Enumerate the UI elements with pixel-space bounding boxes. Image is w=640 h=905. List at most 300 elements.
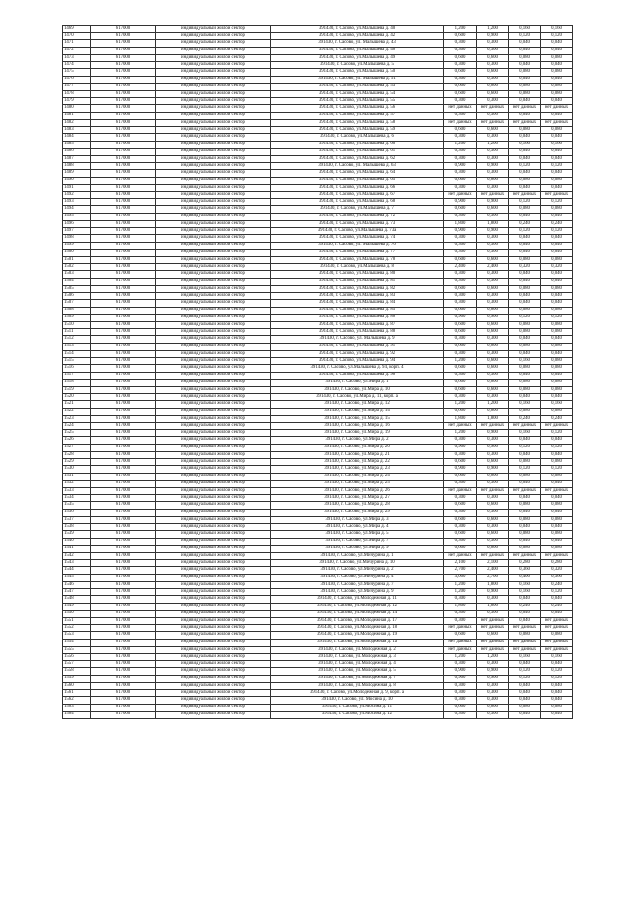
value-cell: 0,600 [444, 127, 477, 134]
address-cell: 391430, г. Сасово, ул.Малышева д. 61 [271, 148, 444, 155]
value-cell: нет данных [541, 617, 573, 624]
code-cell: 617000 [91, 516, 156, 523]
address-cell: 391430, г. Сасово, ул.Молодежная д. 12 [271, 603, 444, 610]
code-cell: 617000 [91, 661, 156, 668]
code-cell: 617000 [91, 257, 156, 264]
address-cell: 391430, г. Сасово, ул.Малышева д. 94, корп. 4 [271, 365, 444, 372]
value-cell: 1,800 [477, 581, 509, 588]
table-row [63, 538, 573, 545]
row-number-cell: 1534 [63, 495, 91, 502]
value-cell: 0,600 [477, 459, 509, 466]
code-cell: 617000 [91, 365, 156, 372]
address-cell: 391430, г. Сасово, ул.Мичурина д. 1 [271, 552, 444, 559]
value-cell: 0,080 [541, 54, 573, 61]
sector-cell: индивидуальный жилой сектор [156, 394, 271, 401]
sector-cell: индивидуальный жилой сектор [156, 444, 271, 451]
code-cell: 617000 [91, 473, 156, 480]
value-cell: 0,040 [541, 451, 573, 458]
value-cell: 0,040 [509, 451, 541, 458]
sector-cell: индивидуальный жилой сектор [156, 141, 271, 148]
address-cell: 391430, г. Сасово, ул. Мосина д. 10 [271, 697, 444, 704]
table-row [63, 625, 573, 632]
sector-cell: индивидуальный жилой сектор [156, 459, 271, 466]
value-cell: нет данных [477, 119, 509, 126]
table-row [63, 76, 573, 83]
value-cell: 0,040 [541, 184, 573, 191]
value-cell: 0,300 [477, 98, 509, 105]
address-cell: 391430, г. Сасово, ул.Малышева д. 50 [271, 69, 444, 76]
value-cell: 0,300 [444, 278, 477, 285]
row-number-cell: 1491 [63, 184, 91, 191]
code-cell: 617000 [91, 336, 156, 343]
row-number-cell: 1532 [63, 480, 91, 487]
value-cell: 0,080 [509, 285, 541, 292]
value-cell: 0,300 [444, 271, 477, 278]
value-cell: 0,040 [541, 98, 573, 105]
value-cell: 0,080 [541, 177, 573, 184]
value-cell: 0,040 [541, 610, 573, 617]
table-row [63, 386, 573, 393]
table-row [63, 199, 573, 206]
value-cell: 0,240 [509, 220, 541, 227]
value-cell: 1,800 [444, 220, 477, 227]
value-cell: 0,120 [541, 163, 573, 170]
sector-cell: индивидуальный жилой сектор [156, 697, 271, 704]
row-number-cell: 1476 [63, 76, 91, 83]
value-cell: 0,600 [444, 473, 477, 480]
table-row [63, 675, 573, 682]
value-cell: 0,080 [541, 343, 573, 350]
address-cell: 391430, г. Сасово, ул.Малышева д. 83 [271, 293, 444, 300]
value-cell: 0,900 [477, 466, 509, 473]
code-cell: 617000 [91, 76, 156, 83]
table-row [63, 26, 573, 33]
table-row [63, 155, 573, 162]
table-row [63, 444, 573, 451]
value-cell: 0,900 [444, 675, 477, 682]
value-cell: 0,600 [477, 408, 509, 415]
sector-cell: индивидуальный жилой сектор [156, 163, 271, 170]
address-cell: 391430, г. Сасово, ул.Малышева д. 94 [271, 358, 444, 365]
value-cell: 0,040 [509, 148, 541, 155]
value-cell: 0,300 [444, 134, 477, 141]
row-number-cell: 1535 [63, 502, 91, 509]
value-cell: 0,600 [477, 177, 509, 184]
address-cell: 391430, г. Сасово, ул.Мира д. 2 [271, 437, 444, 444]
value-cell: 0,080 [509, 516, 541, 523]
row-number-cell: 1563 [63, 704, 91, 711]
row-number-cell: 1489 [63, 170, 91, 177]
table-row [63, 581, 573, 588]
row-number-cell: 1525 [63, 430, 91, 437]
value-cell: 0,080 [509, 632, 541, 639]
value-cell: 0,040 [509, 690, 541, 697]
row-number-cell: 1509 [63, 314, 91, 321]
sector-cell: индивидуальный жилой сектор [156, 336, 271, 343]
value-cell: 0,300 [444, 336, 477, 343]
value-cell: 0,040 [509, 170, 541, 177]
value-cell: 0,600 [477, 90, 509, 97]
sector-cell: индивидуальный жилой сектор [156, 199, 271, 206]
value-cell: 0,040 [541, 437, 573, 444]
table-row [63, 473, 573, 480]
value-cell: 0,120 [541, 199, 573, 206]
address-cell: 391430, г. Сасово, ул.Малышева д. 72 [271, 213, 444, 220]
row-number-cell: 1507 [63, 300, 91, 307]
address-cell: 391430, г. Сасово, ул.Малышева д. 46 [271, 47, 444, 54]
value-cell: 0,280 [541, 560, 573, 567]
value-cell: 0,600 [477, 206, 509, 213]
value-cell: нет данных [541, 119, 573, 126]
code-cell: 617000 [91, 314, 156, 321]
address-cell: 391430, г. Сасово, ул.Малышева д. 68 [271, 199, 444, 206]
sector-cell: индивидуальный жилой сектор [156, 105, 271, 112]
sector-cell: индивидуальный жилой сектор [156, 581, 271, 588]
address-cell: 391430, г. Сасово, ул.Малышева д. 8 [271, 264, 444, 271]
value-cell: 0,600 [477, 329, 509, 336]
row-number-cell: 1564 [63, 711, 91, 718]
address-cell: 391430, г. Сасово, ул.Малышева д. 55 [271, 98, 444, 105]
value-cell: 0,600 [444, 459, 477, 466]
value-cell: 0,120 [509, 444, 541, 451]
value-cell: 0,900 [477, 589, 509, 596]
sector-cell: индивидуальный жилой сектор [156, 278, 271, 285]
value-cell: 0,600 [477, 516, 509, 523]
address-cell: 391430, г. Сасово, ул.Мира д. 11, корп. а [271, 394, 444, 401]
row-number-cell: 1505 [63, 285, 91, 292]
table-row [63, 220, 573, 227]
value-cell: 0,900 [477, 314, 509, 321]
value-cell: 0,120 [541, 668, 573, 675]
table-row [63, 401, 573, 408]
address-cell: 391430, г. Сасово, ул.Малышева д. 62 [271, 155, 444, 162]
value-cell: 0,120 [509, 466, 541, 473]
row-number-cell: 1529 [63, 459, 91, 466]
row-number-cell: 1552 [63, 625, 91, 632]
sector-cell: индивидуальный жилой сектор [156, 711, 271, 718]
value-cell: 0,900 [444, 314, 477, 321]
value-cell: 0,040 [541, 213, 573, 220]
value-cell: 1,200 [477, 654, 509, 661]
value-cell: 0,300 [477, 76, 509, 83]
code-cell: 617000 [91, 300, 156, 307]
value-cell: 1,200 [444, 358, 477, 365]
table-row [63, 589, 573, 596]
code-cell: 617000 [91, 54, 156, 61]
address-cell: 391430, г. Сасово, ул.Малышева д. 86 [271, 314, 444, 321]
code-cell: 617000 [91, 704, 156, 711]
sector-cell: индивидуальный жилой сектор [156, 437, 271, 444]
sector-cell: индивидуальный жилой сектор [156, 40, 271, 47]
sector-cell: индивидуальный жилой сектор [156, 285, 271, 292]
table-row [63, 646, 573, 653]
table-row [63, 33, 573, 40]
value-cell: 0,120 [541, 228, 573, 235]
value-cell: нет данных [541, 646, 573, 653]
sector-cell: индивидуальный жилой сектор [156, 271, 271, 278]
value-cell: 0,040 [541, 538, 573, 545]
value-cell: 0,120 [509, 228, 541, 235]
row-number-cell: 1516 [63, 365, 91, 372]
value-cell: 0,080 [541, 459, 573, 466]
value-cell: 0,300 [444, 170, 477, 177]
address-cell: 391430, г. Сасово, ул.Малышева д. 54 [271, 90, 444, 97]
table-row [63, 127, 573, 134]
table-row [63, 62, 573, 69]
sector-cell: индивидуальный жилой сектор [156, 589, 271, 596]
value-cell: 0,300 [444, 596, 477, 603]
value-cell: 0,300 [477, 495, 509, 502]
code-cell: 617000 [91, 444, 156, 451]
row-number-cell: 1514 [63, 350, 91, 357]
value-cell: 0,600 [477, 54, 509, 61]
address-cell: 391430, г. Сасово, ул.Молодежная д. 17 [271, 617, 444, 624]
code-cell: 617000 [91, 206, 156, 213]
code-cell: 617000 [91, 401, 156, 408]
sector-cell: индивидуальный жилой сектор [156, 264, 271, 271]
value-cell: 0,080 [541, 257, 573, 264]
code-cell: 617000 [91, 545, 156, 552]
value-cell: 0,600 [477, 257, 509, 264]
row-number-cell: 1517 [63, 372, 91, 379]
value-cell: 0,040 [541, 711, 573, 718]
address-cell: 391430, г. Сасово, ул.Малышева д. 58 [271, 119, 444, 126]
value-cell: 0,040 [509, 610, 541, 617]
row-number-cell: 1547 [63, 589, 91, 596]
code-cell: 617000 [91, 697, 156, 704]
sector-cell: индивидуальный жилой сектор [156, 307, 271, 314]
value-cell: 0,300 [477, 134, 509, 141]
sector-cell: индивидуальный жилой сектор [156, 617, 271, 624]
row-number-cell: 1551 [63, 617, 91, 624]
sector-cell: индивидуальный жилой сектор [156, 401, 271, 408]
address-cell: 391430, г. Сасово, ул.Молодежная д. 19 [271, 632, 444, 639]
value-cell: 0,240 [541, 581, 573, 588]
code-cell: 617000 [91, 26, 156, 33]
value-cell: 0,040 [509, 495, 541, 502]
address-cell: 391430, г. Сасово, ул. Малышева д. 63 [271, 163, 444, 170]
value-cell: 0,300 [444, 617, 477, 624]
table-row [63, 704, 573, 711]
value-cell: 0,300 [477, 278, 509, 285]
row-number-cell: 1518 [63, 379, 91, 386]
value-cell: 0,040 [509, 480, 541, 487]
address-cell: 391430, г. Сасово, ул.Малышева д. 77 [271, 249, 444, 256]
sector-cell: индивидуальный жилой сектор [156, 372, 271, 379]
value-cell: 0,160 [509, 141, 541, 148]
value-cell: 0,600 [477, 386, 509, 393]
table-row [63, 350, 573, 357]
value-cell: 0,080 [509, 365, 541, 372]
value-cell: 0,040 [509, 697, 541, 704]
value-cell: 0,600 [477, 285, 509, 292]
value-cell: 0,300 [444, 610, 477, 617]
value-cell: 0,900 [444, 199, 477, 206]
sector-cell: индивидуальный жилой сектор [156, 47, 271, 54]
value-cell: 0,040 [541, 697, 573, 704]
code-cell: 617000 [91, 372, 156, 379]
value-cell: 0,300 [477, 451, 509, 458]
sector-cell: индивидуальный жилой сектор [156, 177, 271, 184]
value-cell: 0,300 [444, 148, 477, 155]
sector-cell: индивидуальный жилой сектор [156, 386, 271, 393]
value-cell: 0,040 [509, 437, 541, 444]
code-cell: 617000 [91, 668, 156, 675]
sector-cell: индивидуальный жилой сектор [156, 119, 271, 126]
value-cell: 0,160 [509, 430, 541, 437]
value-cell: 0,120 [509, 668, 541, 675]
value-cell: нет данных [509, 639, 541, 646]
value-cell: 0,600 [444, 379, 477, 386]
value-cell: 0,600 [477, 379, 509, 386]
table-row [63, 567, 573, 574]
sector-cell: индивидуальный жилой сектор [156, 661, 271, 668]
sector-cell: индивидуальный жилой сектор [156, 646, 271, 653]
address-cell: 391430, г. Сасово, ул.Мира д. 23 [271, 466, 444, 473]
code-cell: 617000 [91, 524, 156, 531]
sector-cell: индивидуальный жилой сектор [156, 112, 271, 119]
sector-cell: индивидуальный жилой сектор [156, 668, 271, 675]
value-cell: 0,040 [541, 47, 573, 54]
value-cell: 0,040 [541, 235, 573, 242]
table-row [63, 112, 573, 119]
address-cell: 391430, г. Сасово, ул.Молодежная д. 1а [271, 639, 444, 646]
code-cell: 617000 [91, 690, 156, 697]
sector-cell: индивидуальный жилой сектор [156, 54, 271, 61]
table-row [63, 394, 573, 401]
value-cell: 0,300 [444, 235, 477, 242]
sector-cell: индивидуальный жилой сектор [156, 184, 271, 191]
value-cell: 0,080 [541, 206, 573, 213]
row-number-cell: 1482 [63, 119, 91, 126]
value-cell: 0,080 [509, 83, 541, 90]
table-row [63, 184, 573, 191]
row-number-cell: 1557 [63, 661, 91, 668]
code-cell: 617000 [91, 574, 156, 581]
code-cell: 617000 [91, 711, 156, 718]
value-cell: 0,300 [444, 451, 477, 458]
sector-cell: индивидуальный жилой сектор [156, 321, 271, 328]
code-cell: 617000 [91, 466, 156, 473]
row-number-cell: 1533 [63, 488, 91, 495]
value-cell: 0,300 [477, 249, 509, 256]
address-cell: 391430, г. Сасово, ул. Малышева д. 51 [271, 76, 444, 83]
code-cell: 617000 [91, 423, 156, 430]
table-row [63, 617, 573, 624]
sector-cell: индивидуальный жилой сектор [156, 249, 271, 256]
value-cell: 0,040 [509, 372, 541, 379]
code-cell: 617000 [91, 603, 156, 610]
value-cell: 1,200 [444, 581, 477, 588]
value-cell: 0,600 [477, 531, 509, 538]
value-cell: 0,300 [444, 249, 477, 256]
value-cell: 0,080 [509, 408, 541, 415]
table-row [63, 379, 573, 386]
code-cell: 617000 [91, 329, 156, 336]
value-cell: 0,320 [541, 264, 573, 271]
code-cell: 617000 [91, 141, 156, 148]
value-cell: 0,040 [509, 300, 541, 307]
row-number-cell: 1483 [63, 127, 91, 134]
value-cell: 0,600 [477, 365, 509, 372]
sector-cell: индивидуальный жилой сектор [156, 343, 271, 350]
sector-cell: индивидуальный жилой сектор [156, 192, 271, 199]
row-number-cell: 1537 [63, 516, 91, 523]
row-number-cell: 1493 [63, 199, 91, 206]
value-cell: нет данных [509, 646, 541, 653]
value-cell: 3,000 [444, 574, 477, 581]
value-cell: 0,040 [541, 350, 573, 357]
table-row [63, 293, 573, 300]
value-cell: 0,160 [541, 141, 573, 148]
table-row [63, 610, 573, 617]
value-cell: 0,600 [477, 321, 509, 328]
value-cell: 0,300 [444, 437, 477, 444]
value-cell: 0,080 [509, 307, 541, 314]
value-cell: 0,600 [444, 531, 477, 538]
value-cell: 0,080 [509, 386, 541, 393]
value-cell: 0,080 [541, 83, 573, 90]
address-cell: 391430, г. Сасово, ул.Молодежная д. 9, корп. а [271, 690, 444, 697]
address-cell: 391430, г. Сасово, ул.Мосина д. 12 [271, 711, 444, 718]
value-cell: 0,600 [477, 545, 509, 552]
value-cell: 0,080 [509, 177, 541, 184]
sector-cell: индивидуальный жилой сектор [156, 33, 271, 40]
row-number-cell: 1548 [63, 596, 91, 603]
value-cell: 0,600 [444, 329, 477, 336]
address-cell: 391430, г. Сасово, ул.Молодежная д. 7 [271, 675, 444, 682]
sector-cell: индивидуальный жилой сектор [156, 451, 271, 458]
value-cell: 0,080 [541, 516, 573, 523]
address-cell: 391430, г. Сасово, ул.Мира д. 16 [271, 423, 444, 430]
code-cell: 617000 [91, 170, 156, 177]
value-cell: 0,300 [477, 610, 509, 617]
sector-cell: индивидуальный жилой сектор [156, 495, 271, 502]
value-cell: 0,600 [444, 54, 477, 61]
value-cell: 0,300 [477, 112, 509, 119]
address-cell: 391430, г. Сасово, ул.Мира д. 3 [271, 516, 444, 523]
record-table-page [62, 25, 572, 719]
value-cell: 0,300 [444, 40, 477, 47]
address-cell: 391430, г. Сасово, ул.Молодежная д. 4 [271, 661, 444, 668]
value-cell: 0,900 [477, 675, 509, 682]
table-row [63, 632, 573, 639]
sector-cell: индивидуальный жилой сектор [156, 654, 271, 661]
address-cell: 391430, г. Сасово, ул.Мира д. 21 [271, 451, 444, 458]
table-row [63, 488, 573, 495]
code-cell: 617000 [91, 682, 156, 689]
sector-cell: индивидуальный жилой сектор [156, 466, 271, 473]
row-number-cell: 1538 [63, 524, 91, 531]
value-cell: 0,300 [477, 350, 509, 357]
value-cell: нет данных [477, 617, 509, 624]
address-cell: 391430, г. Сасово, ул.Малышева д. 88 [271, 329, 444, 336]
table-row [63, 177, 573, 184]
table-row [63, 321, 573, 328]
value-cell: 0,600 [444, 516, 477, 523]
value-cell: 0,040 [509, 47, 541, 54]
value-cell: 0,600 [477, 473, 509, 480]
value-cell: 1,200 [477, 141, 509, 148]
code-cell: 617000 [91, 654, 156, 661]
row-number-cell: 1526 [63, 437, 91, 444]
value-cell: нет данных [509, 552, 541, 559]
address-cell: 391430, г. Сасово, ул.Мичурина д. 2 [271, 567, 444, 574]
value-cell: 0,240 [509, 415, 541, 422]
value-cell: 0,040 [541, 278, 573, 285]
address-cell: 391430, г. Сасово, ул.Малышева д. 49 [271, 54, 444, 61]
sector-cell: индивидуальный жилой сектор [156, 235, 271, 242]
